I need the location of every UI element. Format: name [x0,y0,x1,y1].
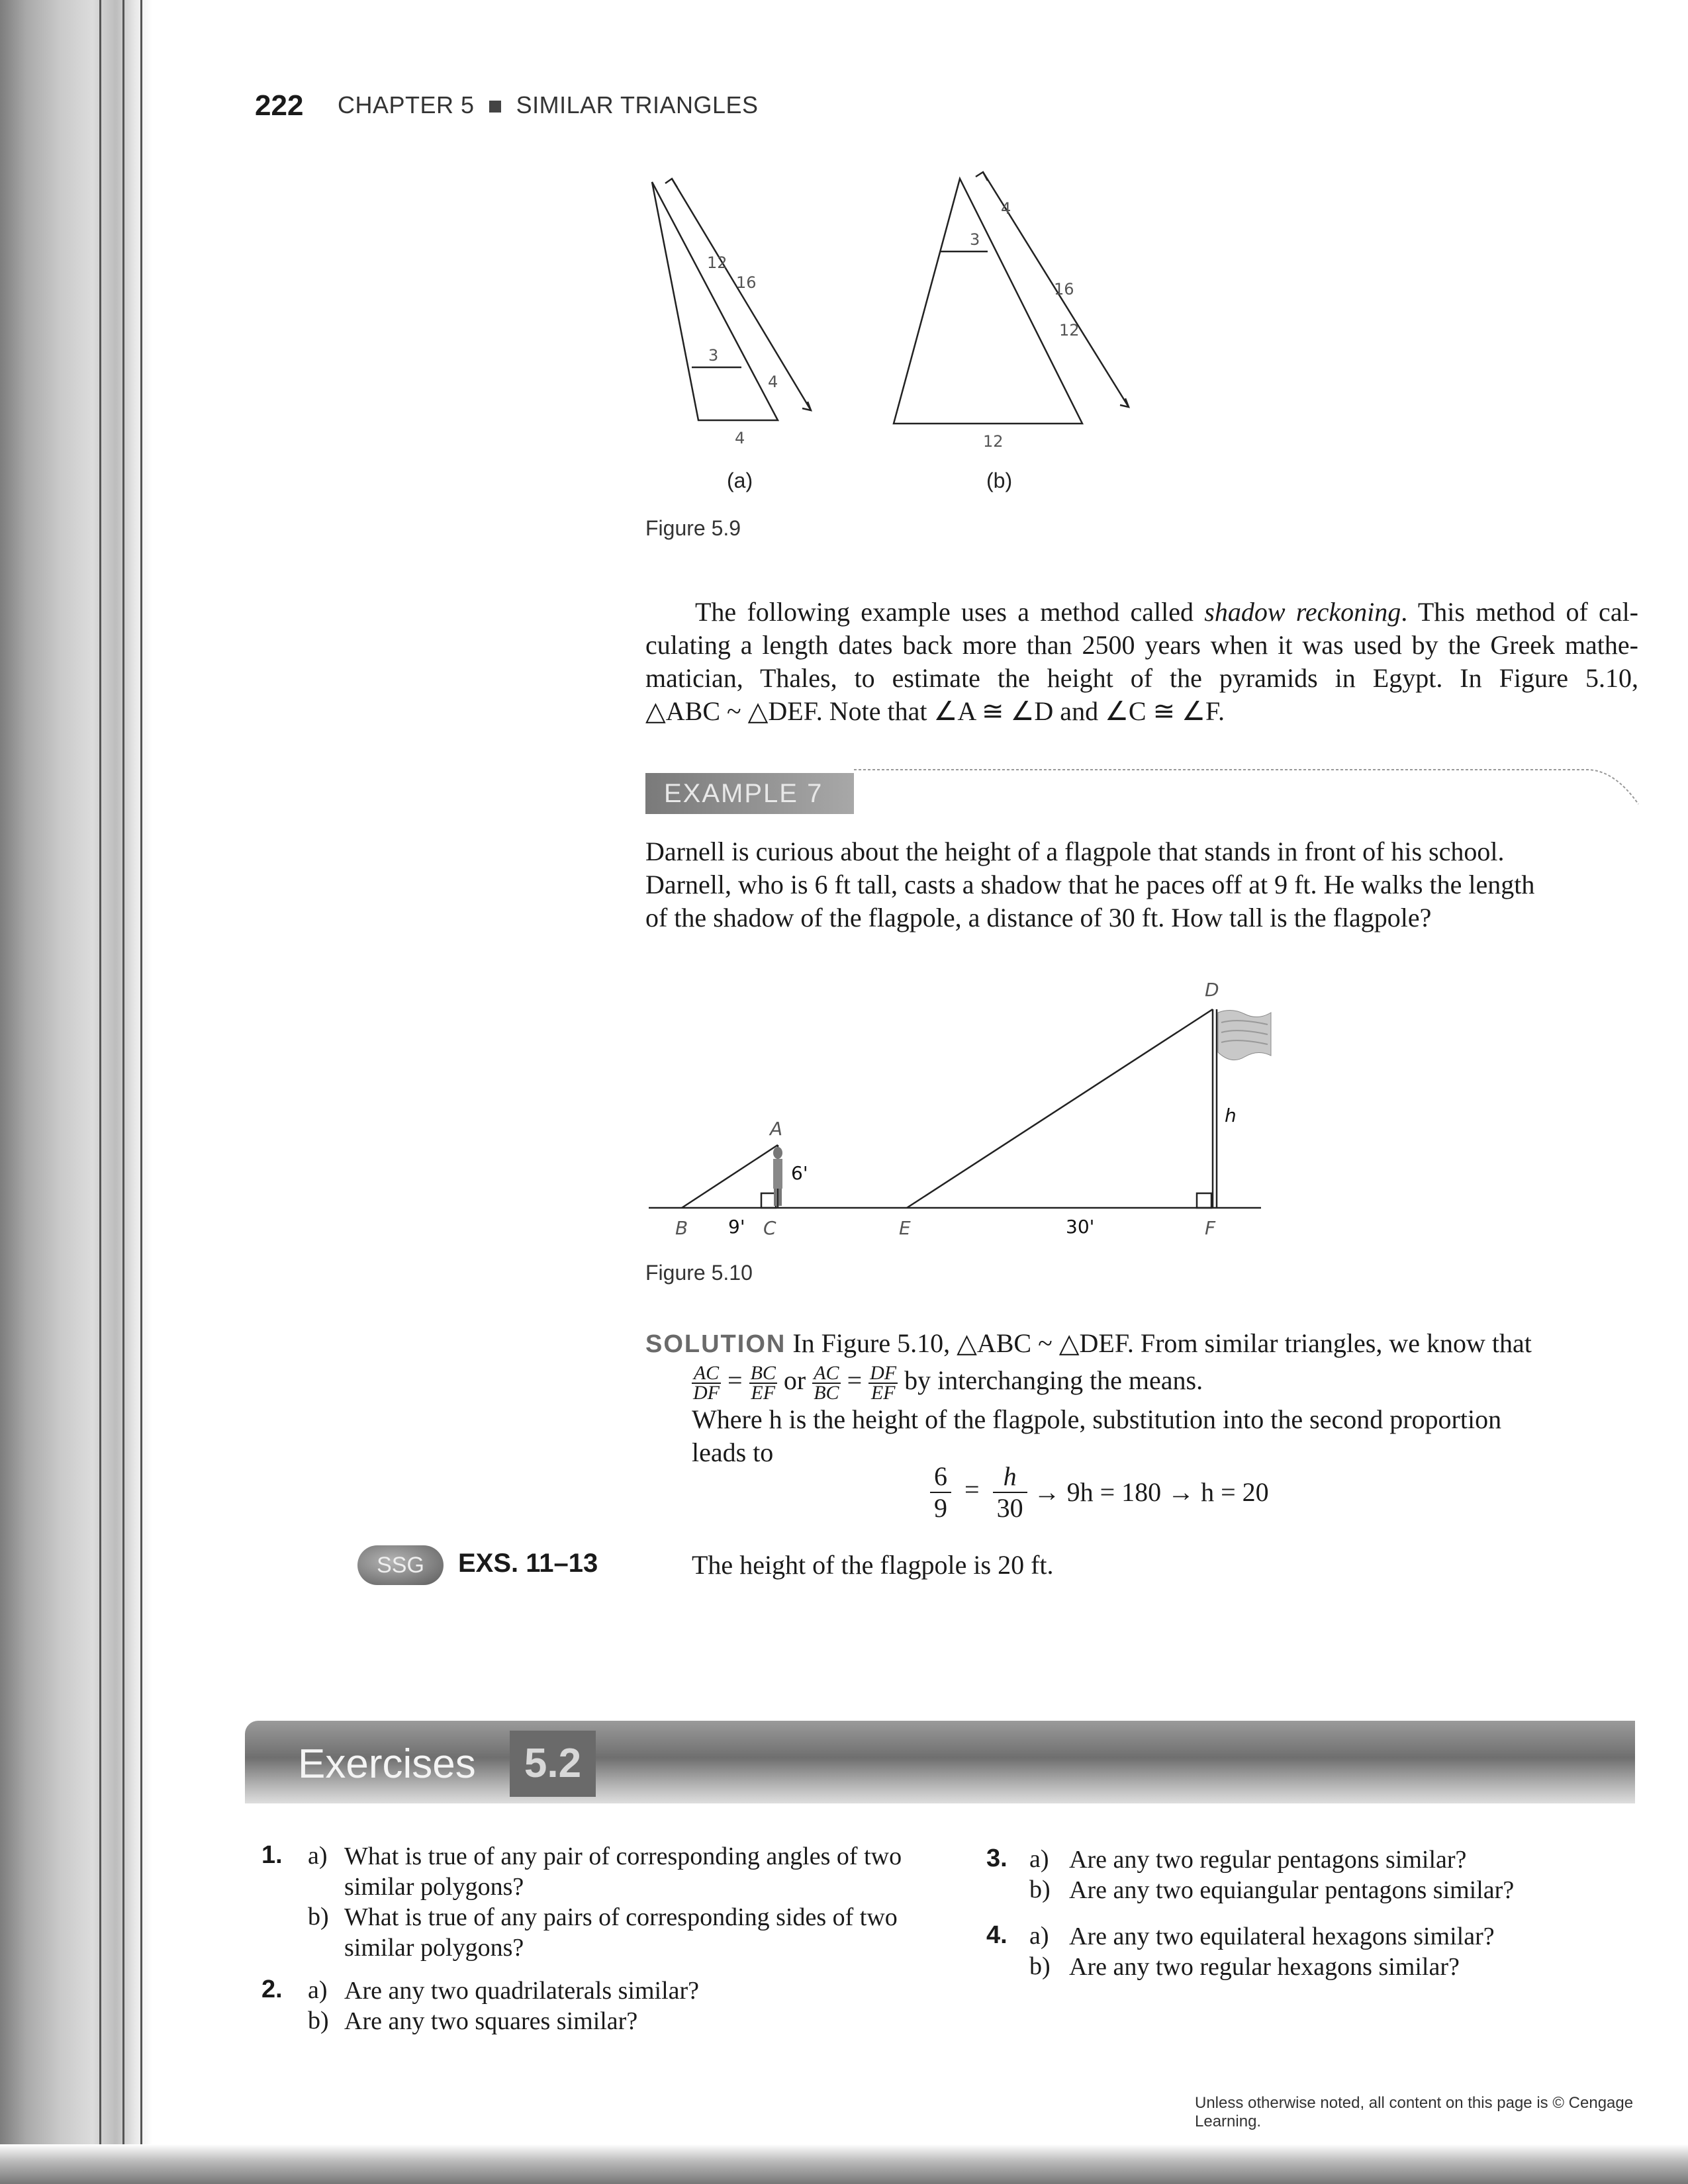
label-a-12: 12 [707,253,727,272]
point-b-label: B [675,1217,688,1239]
shadow-30-label: 30' [1066,1216,1095,1238]
point-d-label: D [1205,979,1219,1001]
solution-explanation [692,1403,1618,1469]
label-a-16: 16 [736,273,757,292]
solution-label: SOLUTION [645,1330,786,1358]
intro-line-4: △ABC ~ △DEF. Note that ∠A ≅ ∠D and ∠C ≅ ∠F. [645,696,1225,726]
example-line-3: of the shadow of the flagpole, a distance of 30 ft. How tall is the flagpole? [645,903,1432,933]
label-b-12-base: 12 [983,432,1004,451]
label-b-4: 4 [1001,199,1011,218]
binding-line [122,0,124,2184]
height-h-label: h [1225,1105,1237,1126]
solution-line-4: leads to [692,1437,774,1467]
label-b-12: 12 [1059,321,1080,340]
binding-line [140,0,142,2184]
shadow-ray-def [907,1009,1213,1208]
page-number: 222 [255,89,304,122]
running-head [338,91,759,119]
solution-conclusion: The height of the flagpole is 20 ft. [692,1550,1054,1580]
label-a-3: 3 [708,346,719,365]
shadow-9-label: 9' [728,1216,745,1238]
fraction: $\frac{AC}{BC}$ [814,1361,839,1404]
exercises-reference: EXS. 11–13 [458,1549,598,1578]
page-bottom-edge [0,2144,1688,2184]
solution-line-3: Where h is the height of the flagpole, substitution into the second proportion [692,1404,1502,1434]
figure-5-9 [629,162,1158,506]
label-a-4-side: 4 [768,373,778,391]
intro-line-3: matician, Thales, to estimate the height of the pyramids in Egypt. In Figure 5.10, [645,663,1638,693]
exercises-section-number: 5.2 [510,1731,596,1797]
fraction: $\frac{DF}{EF}$ [870,1361,897,1404]
solution-equation: $\frac{6}{9}$ = $\frac{h}{30}$ → 9h = 180 → h = 20 [930,1461,1269,1524]
arrowhead-b-top [976,172,988,181]
copyright-footer: Unless otherwise noted, all content on this page is © Cengage Learning. [1195,2094,1634,2130]
triangle-a [652,182,778,420]
label-a-4-base: 4 [735,429,745,447]
flag-icon [1218,1010,1271,1060]
binding-line [99,0,101,2184]
triangle-b [894,179,1082,424]
label-b: (b) [986,469,1013,492]
separator-square-icon [489,101,501,113]
right-angle-c [761,1193,776,1208]
label-a: (a) [727,469,753,492]
label-b-3: 3 [970,230,980,249]
chapter-label: CHAPTER 5 [338,91,475,118]
label-b-16: 16 [1054,280,1074,298]
shadow-ray-abc [682,1145,778,1208]
solution-line-1: SOLUTION In Figure 5.10, △ABC ~ △DEF. From similar triangles, we know that [645,1328,1532,1358]
right-angle-f [1197,1193,1211,1208]
example-7-tab: EXAMPLE 7 [645,773,854,814]
fraction: $\frac{AC}{DF}$ [693,1361,720,1404]
point-e-label: E [899,1217,911,1239]
point-f-label: F [1205,1217,1216,1239]
intro-line-1: The following example uses a method called shadow reckoning. This method of cal- [695,597,1639,627]
example-line-1: Darnell is curious about the height of a flagpole that stands in front of his school. [645,837,1505,866]
intro-line-2: culating a length dates back more than 2500 years when it was used by the Greek mathe- [645,630,1638,660]
fraction: $\frac{BC}{EF}$ [750,1361,776,1404]
ssg-badge: SSG [357,1545,444,1585]
height-6-label: 6' [791,1162,808,1184]
solution-proportions: $\frac{AC}{DF}$ = $\frac{BC}{EF}$ or $\frac{AC}{BC}$ = $\frac{DF}{EF}$ by interchanging the means. [693,1361,1203,1404]
example-problem [645,835,1599,934]
exercises-title: Exercises [298,1741,476,1787]
chapter-title: SIMILAR TRIANGLES [516,91,759,118]
point-a-label: A [770,1118,783,1140]
intro-paragraph [645,596,1638,728]
figure-5-10-caption: Figure 5.10 [645,1261,753,1285]
book-binding-shadow [0,0,152,2184]
example-line-2: Darnell, who is 6 ft tall, casts a shadow that he paces off at 9 ft. He walks the length [645,870,1535,899]
dimension-line-a [672,179,811,410]
figure-5-9-caption: Figure 5.9 [645,516,741,540]
point-c-label: C [763,1217,776,1239]
figure-5-10 [642,966,1278,1251]
